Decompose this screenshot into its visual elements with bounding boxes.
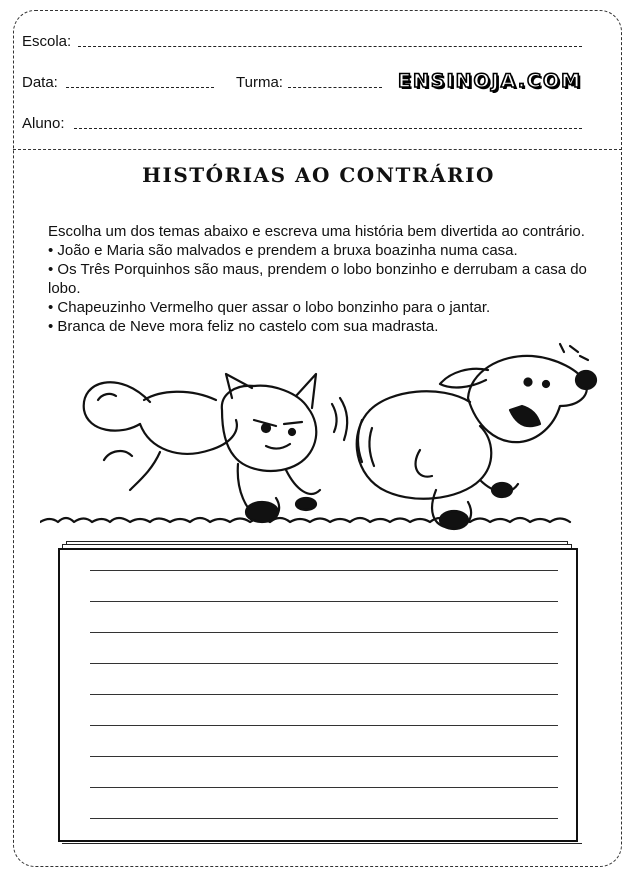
instructions: [48, 222, 593, 336]
date-label: Data:: [22, 74, 58, 91]
paper-shadow-edge: [62, 843, 582, 844]
writing-line[interactable]: [90, 663, 558, 664]
writing-line[interactable]: [90, 818, 558, 819]
student-label: Aluno:: [22, 115, 65, 132]
student-field[interactable]: [74, 128, 582, 129]
writing-line[interactable]: [90, 601, 558, 602]
grass-icon: [40, 518, 570, 522]
page-title: HISTÓRIAS AO CONTRÁRIO: [142, 163, 495, 187]
school-label: Escola:: [22, 33, 72, 50]
writing-line[interactable]: [90, 756, 558, 757]
date-field[interactable]: [66, 87, 214, 88]
writing-line[interactable]: [90, 570, 558, 571]
dog-running-icon: [357, 344, 596, 529]
writing-area[interactable]: [58, 548, 578, 842]
cat-chasing-icon: [84, 374, 347, 522]
theme-item: • Os Três Porquinhos são maus, prendem o lobo bonzinho e derrubam a casa do lobo.: [48, 261, 587, 297]
theme-item: • João e Maria são malvados e prendem a bruxa boazinha numa casa.: [48, 242, 518, 259]
illustration: [40, 340, 600, 540]
class-field[interactable]: [288, 87, 382, 88]
theme-item: • Branca de Neve mora feliz no castelo com sua madrasta.: [48, 318, 439, 335]
header-divider: [13, 149, 622, 150]
brand-logo: ENSINOJA.COM: [398, 70, 583, 92]
theme-item: • Chapeuzinho Vermelho quer assar o lobo bonzinho para o jantar.: [48, 299, 491, 316]
writing-line[interactable]: [90, 787, 558, 788]
writing-line[interactable]: [90, 632, 558, 633]
theme-list: [48, 241, 593, 336]
school-field[interactable]: [78, 46, 582, 47]
writing-line[interactable]: [90, 694, 558, 695]
instructions-intro: Escolha um dos temas abaixo e escreva uma história bem divertida ao contrário.: [48, 223, 585, 240]
writing-line[interactable]: [90, 725, 558, 726]
class-label: Turma:: [236, 74, 283, 91]
